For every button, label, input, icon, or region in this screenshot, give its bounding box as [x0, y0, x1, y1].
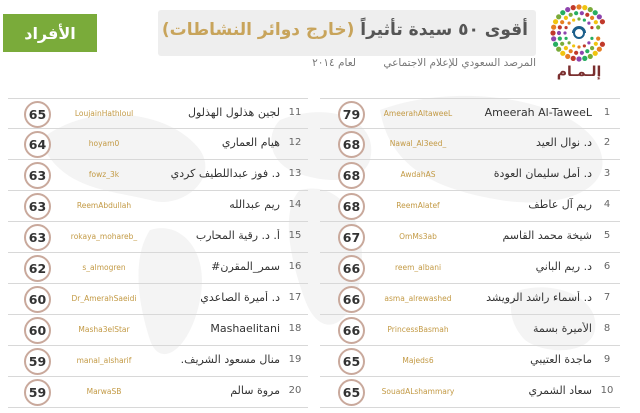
twitter-handle-link[interactable]: MarwaSB: [86, 387, 122, 396]
rank-number: 8: [603, 323, 611, 334]
twitter-handle-link[interactable]: Majeds6: [402, 356, 434, 365]
twitter-handle-link[interactable]: manal_alsharif: [76, 356, 132, 365]
influence-score-badge: 67: [338, 224, 365, 251]
ranking-row: [8, 129, 308, 160]
influence-score-badge: 64: [24, 131, 51, 158]
ranking-row: [320, 160, 620, 191]
person-name: شيخة محمد القاسم: [502, 229, 592, 242]
tab-individuals[interactable]: الأفراد: [3, 14, 97, 52]
influence-score-badge: 63: [24, 193, 51, 220]
rank-number: 12: [288, 137, 302, 148]
influence-score-badge: 60: [24, 286, 51, 313]
person-name: د. ريم الباني: [535, 260, 592, 273]
rank-number: 2: [603, 137, 611, 148]
influence-score-badge: 59: [24, 379, 51, 406]
twitter-handle-link[interactable]: ReemAlatef: [396, 201, 440, 210]
person-name: لجين هذلول الهذلول: [187, 106, 280, 119]
influence-score-badge: 68: [338, 193, 365, 220]
rank-number: 20: [288, 385, 302, 396]
influence-score-badge: 60: [24, 317, 51, 344]
rank-number: 3: [603, 168, 611, 179]
person-name: الأميرة بسمة: [532, 322, 592, 335]
twitter-handle-link[interactable]: fowz_3k: [88, 170, 120, 179]
ranking-row: [320, 222, 620, 253]
ranking-row: [8, 284, 308, 315]
twitter-handle-link[interactable]: AmeerahAltaweeL: [383, 109, 453, 118]
elmam-logo: [548, 2, 610, 88]
logo-dots-icon: [548, 2, 610, 64]
person-name: Mashaelitani: [210, 322, 280, 335]
ranking-row: [320, 98, 620, 129]
ranking-row: [8, 160, 308, 191]
ranking-row: [8, 98, 308, 129]
person-name: د. فوز عبداللطيف كردي: [170, 167, 280, 180]
influence-score-badge: 79: [338, 101, 365, 128]
title-banner: [158, 10, 536, 56]
influence-score-badge: 68: [338, 162, 365, 189]
rank-number: 6: [603, 261, 611, 272]
person-name: ريم عبدالله: [229, 198, 280, 211]
year-label: لعام ٢٠١٤: [312, 57, 356, 69]
twitter-handle-link[interactable]: Masha3elStar: [78, 325, 130, 334]
twitter-handle-link[interactable]: asma_alrewashed: [384, 294, 452, 303]
person-name: سعاد الشمري: [528, 384, 592, 397]
influence-score-badge: 63: [24, 224, 51, 251]
twitter-handle-link[interactable]: ReemAbdullah: [76, 201, 132, 210]
ranking-row: [320, 284, 620, 315]
influence-score-badge: 66: [338, 286, 365, 313]
influence-score-badge: 66: [338, 317, 365, 344]
rank-number: 10: [600, 385, 614, 396]
twitter-handle-link[interactable]: Dr_AmerahSaeidi: [71, 294, 137, 303]
ranking-row: [320, 129, 620, 160]
logo-wordmark: إلـمـام: [556, 64, 602, 80]
twitter-handle-link[interactable]: PrincessBasmah: [387, 325, 449, 334]
ranking-row: [8, 315, 308, 346]
ranking-row: [8, 253, 308, 284]
influence-score-badge: 66: [338, 255, 365, 282]
page-title: [162, 20, 528, 40]
person-name: د. أميرة الصاعدي: [200, 291, 280, 304]
influence-score-badge: 65: [338, 379, 365, 406]
rank-number: 5: [603, 230, 611, 241]
person-name: أ. د. رقية المحارب: [195, 229, 280, 242]
person-name: د. نوال العيد: [536, 136, 592, 149]
rank-number: 11: [288, 107, 302, 118]
rankings-table-right: [320, 98, 620, 408]
twitter-handle-link[interactable]: SouadALshammary: [381, 387, 455, 396]
rank-number: 17: [288, 292, 302, 303]
rank-number: 16: [288, 261, 302, 272]
ranking-row: [320, 315, 620, 346]
subtitle-row: [270, 57, 536, 73]
influence-score-badge: 65: [24, 101, 51, 128]
twitter-handle-link[interactable]: AwdahAS: [400, 170, 436, 179]
person-name: منال مسعود الشريف.: [180, 353, 280, 366]
ranking-row: [320, 346, 620, 377]
ranking-row: [8, 346, 308, 377]
influence-score-badge: 63: [24, 162, 51, 189]
ranking-row: [320, 191, 620, 222]
person-name: ريم آل عاطف: [528, 198, 592, 211]
rank-number: 14: [288, 199, 302, 210]
rank-number: 18: [288, 323, 302, 334]
person-name: Ameerah Al-TaweeL: [484, 106, 592, 119]
twitter-handle-link[interactable]: rokaya_mohareb_: [70, 232, 138, 241]
title-qualifier: (خارج دوائر النشاطات): [161, 20, 355, 40]
rank-number: 1: [603, 107, 611, 118]
person-name: هيام العماري: [221, 136, 280, 149]
twitter-handle-link[interactable]: Nawal_Al3eed_: [389, 139, 447, 148]
ranking-row: [8, 222, 308, 253]
ranking-row: [8, 191, 308, 222]
influence-score-badge: 65: [338, 348, 365, 375]
rank-number: 4: [603, 199, 611, 210]
person-name: سمر_المقرن#: [211, 260, 280, 273]
twitter-handle-link[interactable]: reem_albani: [394, 263, 442, 272]
rank-number: 7: [603, 292, 611, 303]
twitter-handle-link[interactable]: s_almogren: [82, 263, 126, 272]
source-label: المرصد السعودي للإعلام الاجتماعي: [383, 57, 536, 69]
ranking-row: [320, 377, 620, 408]
influence-score-badge: 68: [338, 131, 365, 158]
rank-number: 9: [603, 354, 611, 365]
rankings-table-left: [8, 98, 308, 408]
page-header: [0, 0, 640, 92]
title-main: أقوى ٥٠ سيدة تأثيراً: [360, 20, 528, 40]
influence-score-badge: 62: [24, 255, 51, 282]
influence-score-badge: 59: [24, 348, 51, 375]
ranking-row: [320, 253, 620, 284]
rank-number: 13: [288, 168, 302, 179]
rank-number: 15: [288, 230, 302, 241]
twitter-handle-link[interactable]: hoyam0: [88, 139, 120, 148]
twitter-handle-link[interactable]: LoujainHathloul: [74, 109, 134, 118]
person-name: مروة سالم: [230, 384, 280, 397]
twitter-handle-link[interactable]: OmMs3ab: [399, 232, 437, 241]
rank-number: 19: [288, 354, 302, 365]
person-name: د. أسماء راشد الرويشد: [486, 291, 592, 304]
ranking-row: [8, 377, 308, 408]
person-name: ماجدة العتيبي: [530, 353, 592, 366]
person-name: د. أمل سليمان العودة: [493, 167, 592, 180]
